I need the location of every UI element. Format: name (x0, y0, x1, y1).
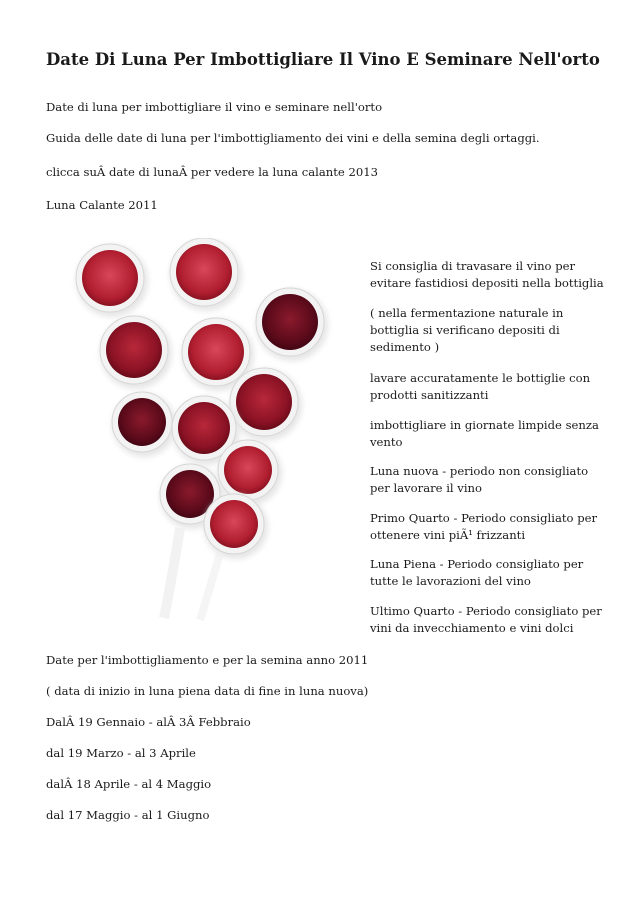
glass-4 (100, 316, 172, 389)
date-line: DalÂ 19 Gennaio - alÂ 3Â Febbraio (46, 715, 251, 729)
side-note: imbottigliare in giornate limpide senza vento (370, 418, 599, 449)
glass-3 (256, 288, 328, 361)
intro-line: Guida delle date di luna per l'imbottigliamento dei vini e della semina degli ortaggi. (46, 131, 540, 145)
glass-1 (76, 244, 148, 317)
side-note: Si consiglia di travasare il vino per evitare fastidiosi depositi nella bottiglia (370, 259, 604, 290)
date-line: dal 19 Marzo - al 3 Aprile (46, 746, 196, 760)
date-line: dal 17 Maggio - al 1 Giugno (46, 808, 210, 822)
side-note: Luna Piena - Periodo consigliato per tutte le lavorazioni del vino (370, 557, 584, 588)
glass-2 (170, 238, 242, 311)
date-line: dalÂ 18 Aprile - al 4 Maggio (46, 777, 212, 791)
date-line: ( data di inizio in luna piena data di fine in luna nuova) (46, 684, 369, 698)
date-line: Date per l'imbottigliamento e per la semina anno 2011 (46, 653, 369, 667)
side-note: Primo Quarto - Periodo consigliato per ottenere vini piÃ¹ frizzanti (370, 511, 598, 542)
glass-6 (230, 368, 302, 441)
wine-glasses-image (60, 238, 350, 623)
glass-7 (112, 392, 176, 457)
intro-line: Luna Calante 2011 (46, 198, 158, 212)
page-title: Date Di Luna Per Imbottigliare Il Vino E Seminare Nell'orto (46, 50, 600, 69)
intro-line: Date di luna per imbottigliare il vino e seminare nell'orto (46, 100, 383, 114)
side-note: Ultimo Quarto - Periodo consigliato per vini da invecchiamento e vini dolci (370, 604, 602, 635)
side-note: Luna nuova - periodo non consigliato per lavorare il vino (370, 464, 589, 495)
side-note: ( nella fermentazione naturale in bottiglia si verificano depositi di sedimento ) (370, 306, 564, 354)
intro-line: clicca suÂ date di lunaÂ per vedere la luna calante 2013 (46, 165, 378, 179)
side-note: lavare accuratamente le bottiglie con prodotti sanitizzanti (370, 371, 591, 402)
